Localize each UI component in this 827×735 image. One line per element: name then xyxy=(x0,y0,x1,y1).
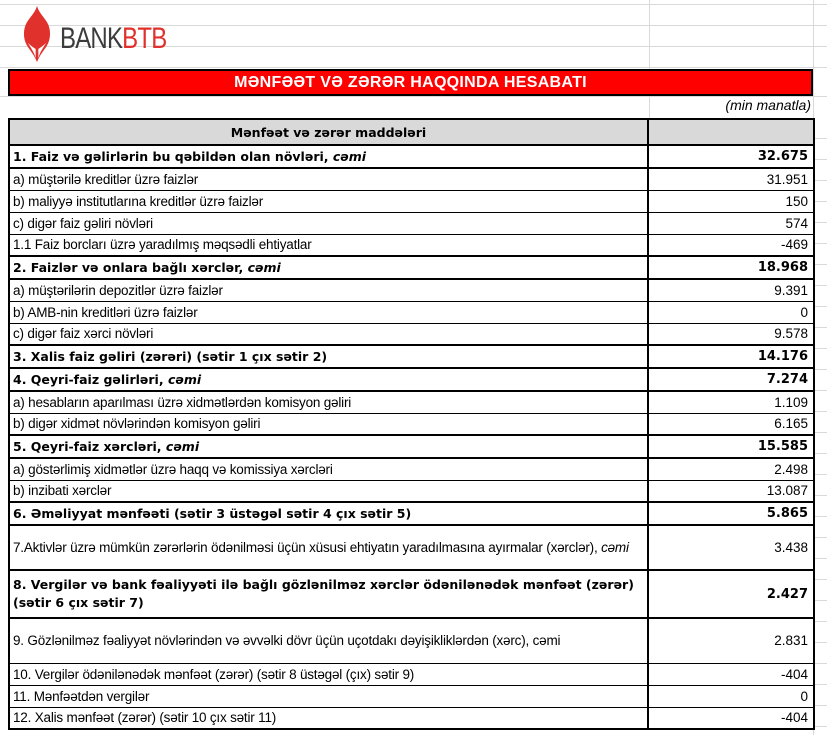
row-label xyxy=(9,502,648,525)
row-label-text: c) digər faiz xərci növləri xyxy=(13,326,154,342)
row-label xyxy=(9,301,648,323)
row-label-text: 6. Əməliyyat mənfəəti (sətir 3 üstəgəl sətir 4 çıx sətir 5) xyxy=(13,505,412,521)
table-row xyxy=(9,458,814,480)
row-value: -469 xyxy=(648,234,814,256)
table-header-value xyxy=(648,119,814,145)
row-label xyxy=(9,413,648,435)
row-label xyxy=(9,256,648,279)
row-value: 2.427 xyxy=(648,570,814,618)
row-label-text: a) göstərlimiş xidmətlər üzrə haqq və komissiya xərcləri xyxy=(13,461,333,477)
row-label-suffix: cəmi xyxy=(247,259,281,275)
table-row xyxy=(9,145,814,168)
row-label-text: b) digər xidmət növlərindən komisyon gəliri xyxy=(13,416,261,432)
table-row xyxy=(9,685,814,707)
row-label xyxy=(9,345,648,368)
row-label xyxy=(9,212,648,234)
row-value: 14.176 xyxy=(648,345,814,368)
row-label xyxy=(9,234,648,256)
row-label-text: 10. Vergilər ödənilənədək mənfəət (zərər) (sətir 8 üstəgəl (çıx) sətir 9) xyxy=(13,666,415,682)
row-label xyxy=(9,145,648,168)
row-label-suffix: cəmi xyxy=(167,371,202,387)
row-value: 13.087 xyxy=(648,480,814,502)
row-value: -404 xyxy=(648,707,814,729)
row-label xyxy=(9,525,648,570)
table-row xyxy=(9,525,814,570)
report-title: MƏNFƏƏT VƏ ZƏRƏR HAQQINDA HESABATI xyxy=(234,73,587,91)
row-label-suffix: cəmi xyxy=(332,148,367,164)
row-label xyxy=(9,480,648,502)
row-label-text: a) müştərilərin depozitlər üzrə faizlər xyxy=(13,282,223,298)
table-header-label: Mənfəət və zərər maddələri xyxy=(9,119,648,145)
table-row xyxy=(9,256,814,279)
table-row xyxy=(9,212,814,234)
row-value: 150 xyxy=(648,190,814,212)
row-label xyxy=(9,168,648,190)
table-header-row xyxy=(9,119,814,145)
logo-btb-text: BTB xyxy=(122,22,167,55)
row-label xyxy=(9,570,648,618)
gridline xyxy=(0,4,827,5)
row-value: 32.675 xyxy=(648,145,814,168)
row-label-text: 2. Faizlər və onlara bağlı xərclər, xyxy=(13,259,248,275)
row-label-text: c) digər faiz gəliri növləri xyxy=(13,215,153,231)
gridline xyxy=(0,67,827,68)
row-label xyxy=(9,707,648,729)
table-row xyxy=(9,663,814,685)
row-label xyxy=(9,279,648,301)
table-row xyxy=(9,435,814,458)
table-row xyxy=(9,707,814,729)
row-value: 5.865 xyxy=(648,502,814,525)
row-label xyxy=(9,663,648,685)
row-label-text: a) hesabların aparılması üzrə xidmətlərdən komisyon gəliri xyxy=(13,394,352,410)
row-value: 15.585 xyxy=(648,435,814,458)
row-label xyxy=(9,368,648,391)
gridline-right-margin xyxy=(813,118,827,735)
row-value: 2.498 xyxy=(648,458,814,480)
logo-bank-text: BANK xyxy=(60,22,123,55)
row-value: 574 xyxy=(648,212,814,234)
report-title-banner xyxy=(8,69,813,96)
row-value: 18.968 xyxy=(648,256,814,279)
unit-note: (min manatla) xyxy=(725,97,811,113)
table-row xyxy=(9,570,814,618)
table-row xyxy=(9,301,814,323)
table-row xyxy=(9,391,814,413)
row-value: 0 xyxy=(648,301,814,323)
row-label-text: 7.Aktivlər üzrə mümkün zərərlərin ödənilməsi üçün xüsusi ehtiyatın yaradılmasına ayırmalar (xərclər), xyxy=(13,540,602,555)
row-value: -404 xyxy=(648,663,814,685)
table-row xyxy=(9,618,814,663)
row-label-text: a) müştərilə kreditlər üzrə faizlər xyxy=(13,171,199,187)
row-label-text: b) inzibati xərclər xyxy=(13,483,112,499)
row-label-text: 1.1 Faiz borcları üzrə yaradılmış məqsədli ehtiyatlar xyxy=(13,237,312,253)
table-row xyxy=(9,234,814,256)
table-row xyxy=(9,502,814,525)
row-label xyxy=(9,618,648,663)
logo-wordmark xyxy=(60,22,166,56)
table-row xyxy=(9,368,814,391)
bank-logo xyxy=(20,6,193,62)
table-row xyxy=(9,480,814,502)
row-value: 9.391 xyxy=(648,279,814,301)
row-label-text: 5. Qeyri-faiz xərcləri, xyxy=(13,438,166,454)
row-label-suffix: cəmi xyxy=(601,540,629,555)
row-value: 3.438 xyxy=(648,525,814,570)
table-row xyxy=(9,323,814,345)
row-label-text: 11. Mənfəətdən vergilər xyxy=(13,688,150,704)
row-value: 7.274 xyxy=(648,368,814,391)
row-label xyxy=(9,391,648,413)
row-value: 2.831 xyxy=(648,618,814,663)
row-label xyxy=(9,323,648,345)
table-row xyxy=(9,279,814,301)
profit-loss-table xyxy=(8,118,815,730)
table-row xyxy=(9,413,814,435)
row-label xyxy=(9,435,648,458)
row-label-text: 12. Xalis mənfəət (zərər) (sətir 10 çıx sətir 11) xyxy=(13,710,277,726)
row-value: 9.578 xyxy=(648,323,814,345)
row-label xyxy=(9,458,648,480)
row-label-text: b) AMB-nin kreditləri üzrə faizlər xyxy=(13,304,198,320)
row-value: 0 xyxy=(648,685,814,707)
row-value: 6.165 xyxy=(648,413,814,435)
table-row xyxy=(9,190,814,212)
table-row xyxy=(9,168,814,190)
row-label xyxy=(9,190,648,212)
flame-icon xyxy=(20,6,54,62)
row-label-text: 1. Faiz və gəlirlərin bu qəbildən olan növləri, xyxy=(13,148,333,164)
row-label-text: 8. Vergilər və bank fəaliyyəti ilə bağlı gözlənilməz xərclər ödənilənədək mənfəət (zərər) (sətir 6 çıx sətir 7) xyxy=(13,577,634,610)
row-value: 31.951 xyxy=(648,168,814,190)
row-label-text: 3. Xalis faiz gəliri (zərəri) (sətir 1 çıx sətir 2) xyxy=(13,348,328,364)
row-label-text: 9. Gözlənilməz fəaliyyət növlərindən və əvvəlki dövr üçün uçotdakı dəyişikliklərdən (xərc), cəmi xyxy=(13,633,561,649)
row-label-suffix: cəmi xyxy=(165,438,200,454)
row-label-text: b) maliyyə institutlarına kreditlər üzrə faizlər xyxy=(13,193,263,209)
row-label xyxy=(9,685,648,707)
row-value: 1.109 xyxy=(648,391,814,413)
table-row xyxy=(9,345,814,368)
row-label-text: 4. Qeyri-faiz gəlirləri, xyxy=(13,371,168,387)
